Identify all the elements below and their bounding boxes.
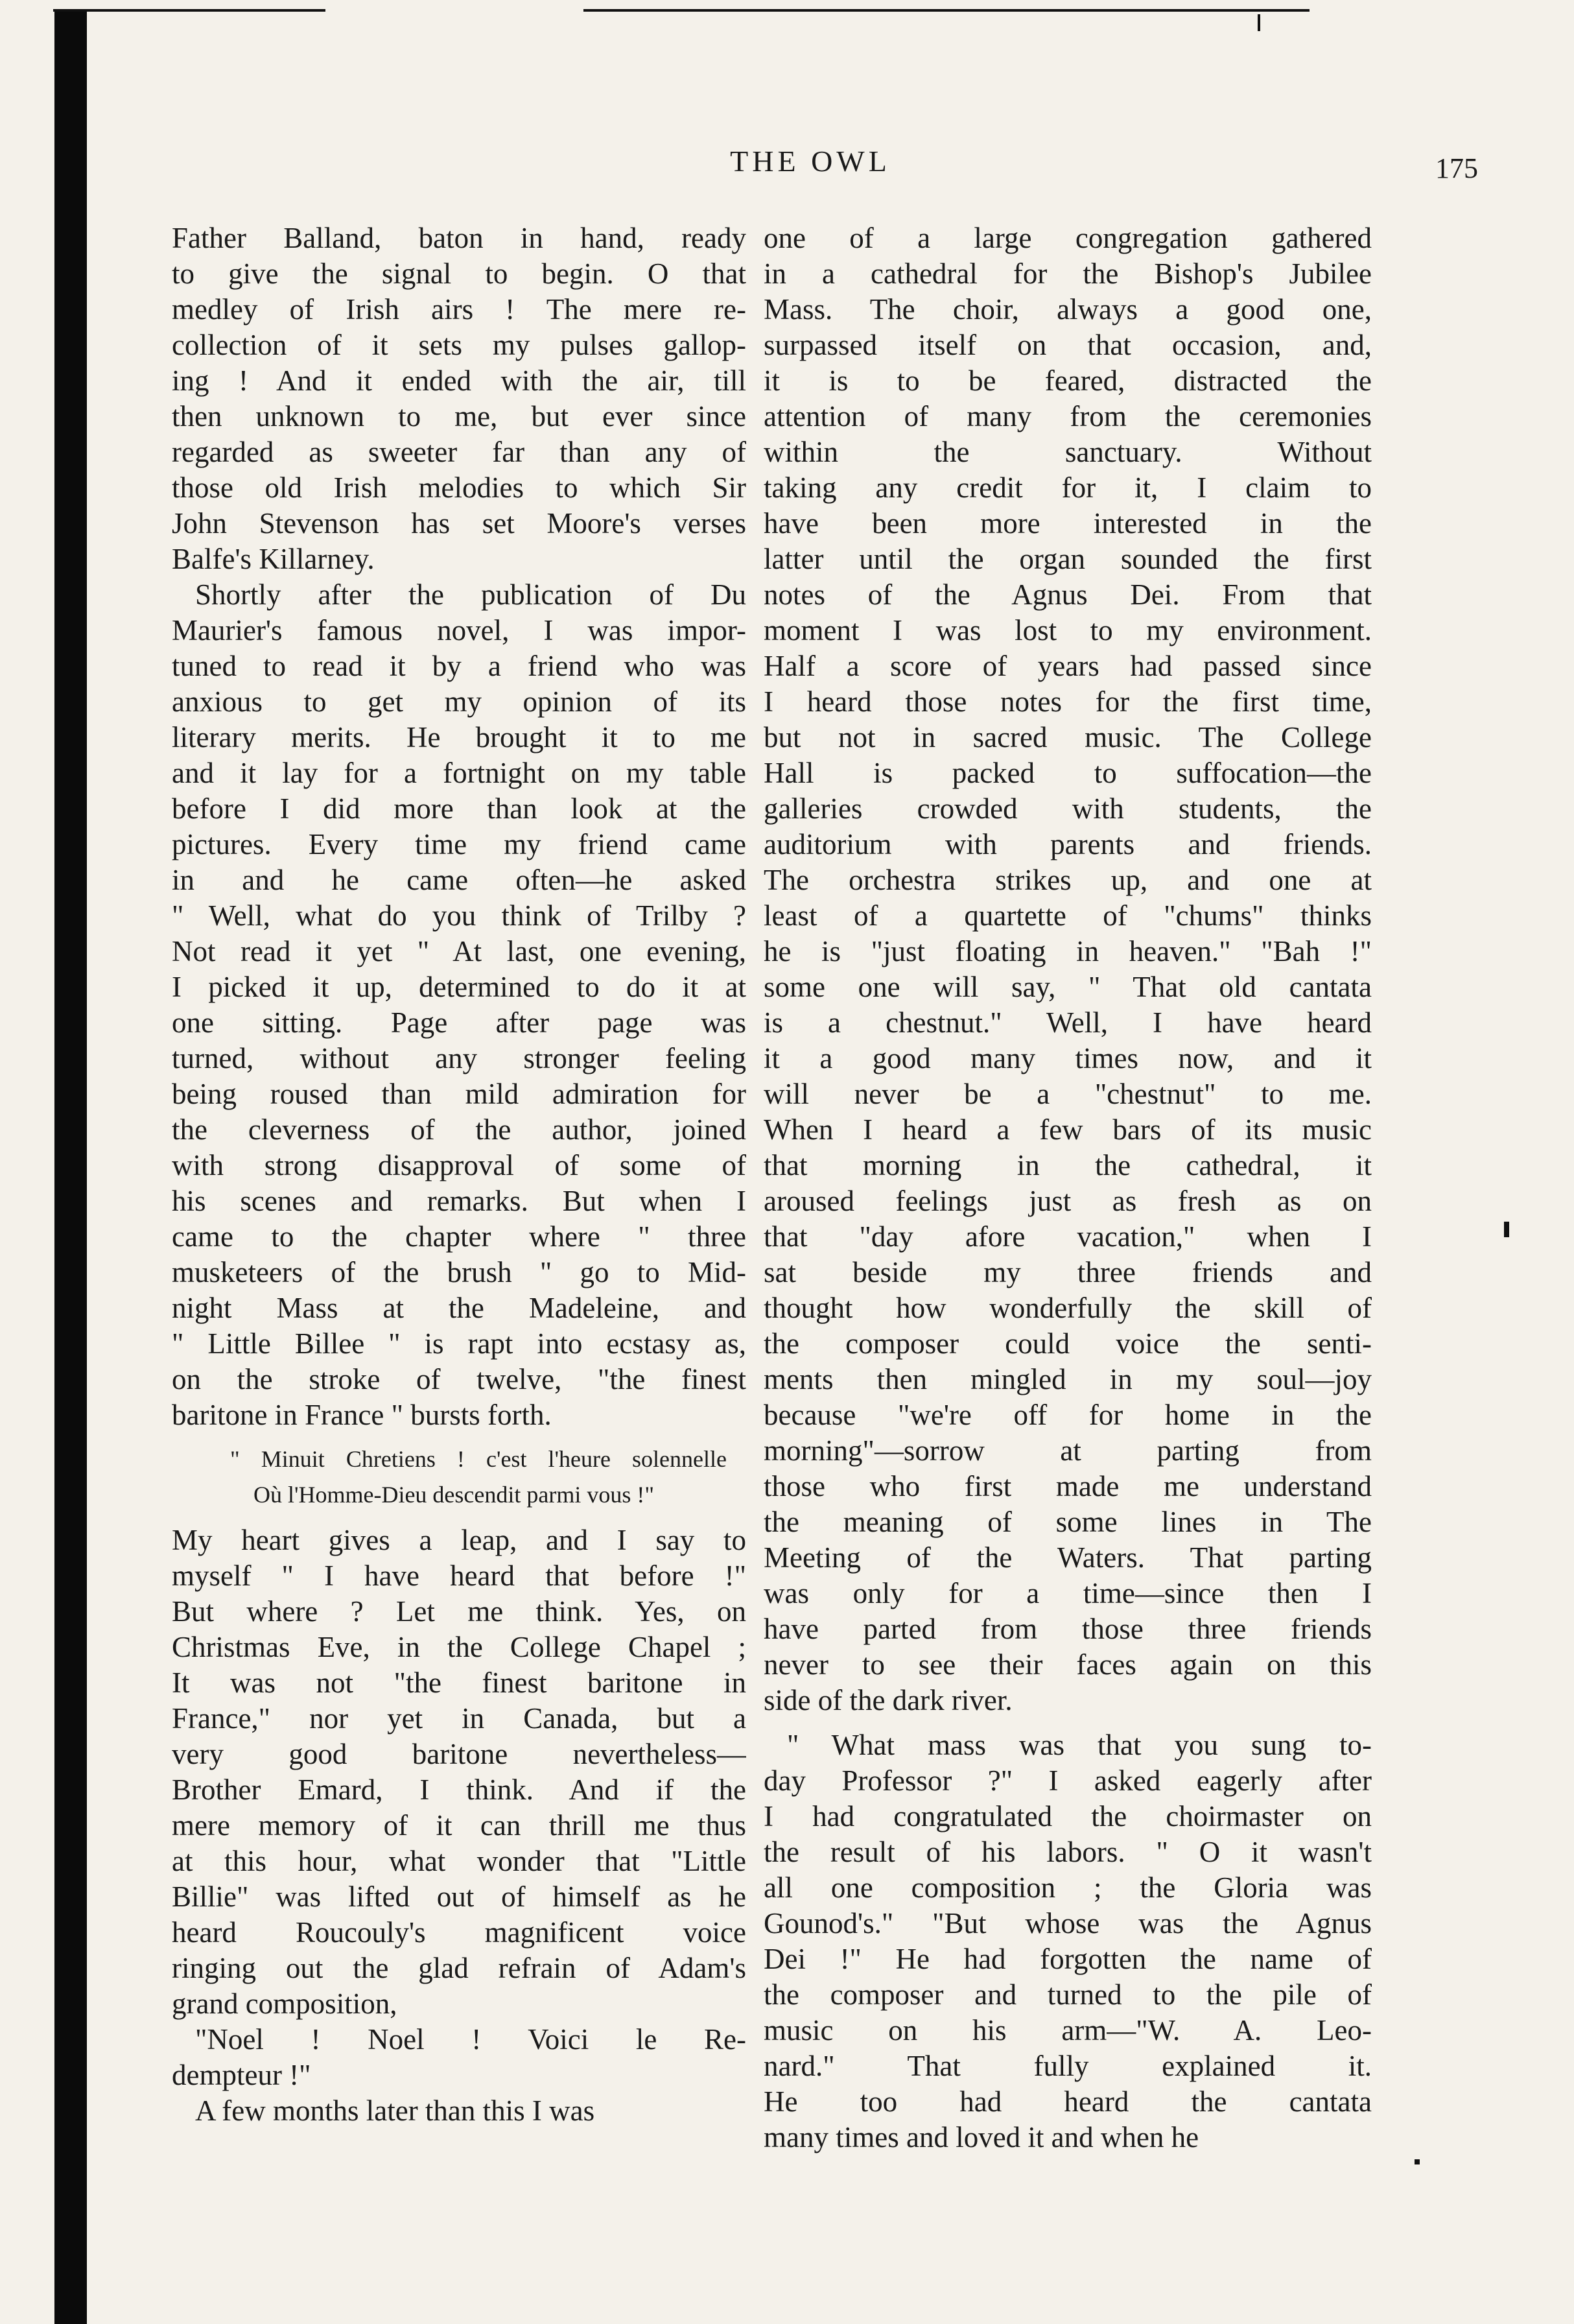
text-line: Not read it yet " At last, one evening, [172,935,746,967]
text-line: When I heard a few bars of its music [764,1113,1372,1146]
text-line: with strong disapproval of some of [172,1149,746,1181]
scan-speck [1415,2159,1420,2164]
text-line: " Well, what do you think of Trilby ? [172,899,746,932]
text-line: turned, without any stronger feeling [172,1042,746,1074]
text-line: regarded as sweeter far than any of [172,436,746,468]
text-line: then unknown to me, but ever since [172,400,746,433]
verse-quote [172,1442,746,1513]
text-line: Dei !" He had forgotten the name of [764,1943,1372,1975]
text-line: latter until the organ sounded the first [764,543,1372,575]
text-line: But where ? Let me think. Yes, on [172,1595,746,1628]
text-line: but not in sacred music. The College [764,721,1372,753]
page-number: 175 [1435,152,1478,184]
text-line: on the stroke of twelve, "the finest [172,1363,746,1395]
text-line: galleries crowded with students, the [764,792,1372,825]
text-line: A few months later than this I was [195,2094,595,2127]
paragraph [172,577,746,1433]
text-line: He too had heard the cantata [764,2085,1372,2118]
text-line: Billie" was lifted out of himself as he [172,1880,746,1913]
text-line: literary merits. He brought it to me [172,721,746,753]
text-line: Half a score of years had passed since [764,650,1372,682]
text-line: those who first made me understand [764,1470,1372,1502]
text-line: taking any credit for it, I claim to [764,471,1372,504]
text-line: baritone in France " bursts forth. [172,1399,552,1431]
text-line: "Noel ! Noel ! Voici le Re- [195,2023,746,2056]
text-line: mere memory of it can thrill me thus [172,1809,746,1842]
text-line: will never be a "chestnut" to me. [764,1078,1372,1110]
text-line: Où l'Homme-Dieu descendit parmi vous !" [253,1482,655,1508]
text-line: Meeting of the Waters. That parting [764,1541,1372,1574]
text-line: to give the signal to begin. O that [172,257,746,290]
text-line: Balfe's Killarney. [172,543,375,575]
text-line: side of the dark river. [764,1684,1013,1716]
text-line: John Stevenson has set Moore's verses [172,507,746,540]
text-line: surpassed itself on that occasion, and, [764,329,1372,361]
text-line: heard Roucouly's magnificent voice [172,1916,746,1949]
text-line: morning"—sorrow at parting from [764,1434,1372,1467]
text-line: in a cathedral for the Bishop's Jubilee [764,257,1372,290]
top-rule-left [53,9,325,12]
text-line: auditorium with parents and friends. [764,828,1372,860]
text-line: notes of the Agnus Dei. From that [764,578,1372,611]
text-line: have been more interested in the [764,507,1372,540]
text-line: before I did more than look at the [172,792,746,825]
paragraph [172,1523,746,2022]
text-line: Christmas Eve, in the College Chapel ; [172,1631,746,1663]
paragraph [764,220,1372,1718]
text-line: pictures. Every time my friend came [172,828,746,860]
text-line: day Professor ?" I asked eagerly after [764,1764,1372,1797]
text-line: being roused than mild admiration for [172,1078,746,1110]
text-line: in and he came often—he asked [172,864,746,896]
text-line: aroused feelings just as fresh as on [764,1185,1372,1217]
text-line: It was not "the finest baritone in [172,1666,746,1699]
paragraph [172,2022,746,2093]
text-line: one sitting. Page after page was [172,1006,746,1039]
text-line: because "we're off for home in the [764,1399,1372,1431]
text-line: have parted from those three friends [764,1613,1372,1645]
text-line: I heard those notes for the first time, [764,685,1372,718]
text-line: the result of his labors. " O it wasn't [764,1836,1372,1868]
text-line: " Little Billee " is rapt into ecstasy as, [172,1327,746,1360]
text-line: grand composition, [172,1987,397,2020]
text-line: medley of Irish airs ! The mere re- [172,293,746,326]
text-line: it is to be feared, distracted the [764,364,1372,397]
text-line: thought how wonderfully the skill of [764,1292,1372,1324]
text-line: one of a large congregation gathered [764,222,1372,254]
text-line: sat beside my three friends and [764,1256,1372,1288]
text-line: Mass. The choir, always a good one, [764,293,1372,326]
text-line: attention of many from the ceremonies [764,400,1372,433]
text-line: came to the chapter where " three [172,1220,746,1253]
text-line: those old Irish melodies to which Sir [172,471,746,504]
text-line: all one composition ; the Gloria was [764,1871,1372,1904]
left-column [172,220,746,2129]
text-line: his scenes and remarks. But when I [172,1185,746,1217]
text-line: that "day afore vacation," when I [764,1220,1372,1253]
text-line: ments then mingled in my soul—joy [764,1363,1372,1395]
text-line: Brother Emard, I think. And if the [172,1773,746,1806]
text-line: dempteur !" [172,2059,311,2091]
text-line: France," nor yet in Canada, but a [172,1702,746,1735]
text-line: The orchestra strikes up, and one at [764,864,1372,896]
binding-shadow [54,12,87,2324]
text-line: ing ! And it ended with the air, till [172,364,746,397]
text-line: music on his arm—"W. A. Leo- [764,2014,1372,2046]
text-line: he is "just floating in heaven." "Bah !" [764,935,1372,967]
text-line: moment I was lost to my environment. [764,614,1372,646]
text-line: it a good many times now, and it [764,1042,1372,1074]
text-line: the composer could voice the senti- [764,1327,1372,1360]
text-line: ringing out the glad refrain of Adam's [172,1952,746,1984]
text-line: the composer and turned to the pile of [764,1978,1372,2011]
text-line: Shortly after the publication of Du [195,578,746,611]
text-line: is a chestnut." Well, I have heard [764,1006,1372,1039]
page-margin [0,0,53,2324]
right-column [764,220,1372,2155]
paragraph [172,2093,746,2129]
text-line: collection of it sets my pulses gallop- [172,329,746,361]
text-line: the meaning of some lines in The [764,1506,1372,1538]
text-line: anxious to get my opinion of its [172,685,746,718]
text-line: that morning in the cathedral, it [764,1149,1372,1181]
text-line: My heart gives a leap, and I say to [172,1524,746,1556]
text-line: tuned to read it by a friend who was [172,650,746,682]
paragraph [764,1727,1372,2155]
paragraph [172,220,746,577]
text-line: least of a quartette of "chums" thinks [764,899,1372,932]
text-line: Maurier's famous novel, I was impor- [172,614,746,646]
text-line: Hall is packed to suffocation—the [764,757,1372,789]
top-rule-right [583,9,1310,12]
text-line: myself " I have heard that before !" [172,1559,746,1592]
text-line: " What mass was that you sung to- [787,1729,1372,1761]
text-line: I picked it up, determined to do it at [172,971,746,1003]
text-line: " Minuit Chretiens ! c'est l'heure solennelle [230,1446,727,1472]
text-line: night Mass at the Madeleine, and [172,1292,746,1324]
text-line: Father Balland, baton in hand, ready [172,222,746,254]
text-line: I had congratulated the choirmaster on [764,1800,1372,1832]
text-line: at this hour, what wonder that "Little [172,1845,746,1877]
text-line: musketeers of the brush " go to Mid- [172,1256,746,1288]
text-line: never to see their faces again on this [764,1648,1372,1681]
text-line: some one will say, " That old cantata [764,971,1372,1003]
running-head: THE OWL [730,145,891,178]
text-line: was only for a time—since then I [764,1577,1372,1609]
text-line: many times and loved it and when he [764,2121,1199,2153]
text-line: very good baritone nevertheless— [172,1738,746,1770]
text-line: the cleverness of the author, joined [172,1113,746,1146]
scan-speck [1504,1222,1509,1237]
text-line: and it lay for a fortnight on my table [172,757,746,789]
scan-speck [1258,14,1260,31]
text-line: Gounod's." "But whose was the Agnus [764,1907,1372,1939]
text-line: within the sanctuary. Without [764,436,1372,468]
text-line: nard." That fully explained it. [764,2050,1372,2082]
